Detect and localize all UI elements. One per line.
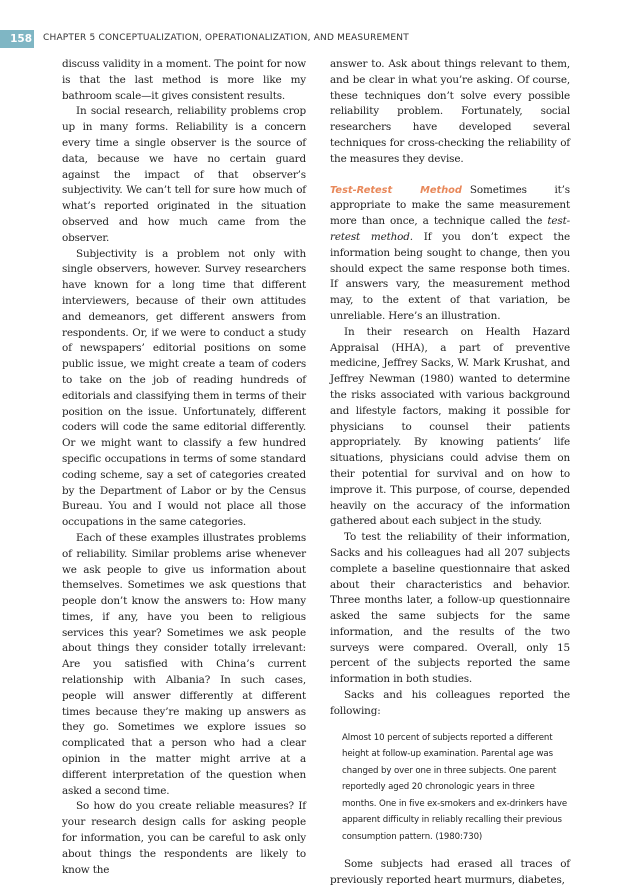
paragraph: answer to. Ask about things relevant to them, and be clear in what you’re asking. Of course, these techniques don’t solve every possible reliability problem. Fortunately, social researchers have developed several techniques for cross-checking the reliability of the measures they devise. (330, 58, 570, 165)
paragraph: Each of these examples illustrates problems of reliability. Similar problems arise whenever we ask people to give us information about themselves. Sometimes we ask questions that people don’t know the answers to: How many times, if any, have you been to religious services this year? Sometimes we ask people about things they consider totally irrelevant: Are you satisfied with China’s current relationship with Albania? In such cases, people will answer differently at different times because they’re making up answers as they go. Sometimes we explore issues so complicated that a person who had a clear opinion in the matter might arrive at a different interpretation of the question when asked a second time. (62, 531, 306, 797)
paragraph: So how do you create reliable measures? If your research design calls for asking people for information, you can be careful to ask only about things the respondents are likely to know the (62, 800, 306, 876)
term-test-retest: test-retest method. (330, 215, 570, 243)
left-column (62, 57, 306, 878)
block-quote: Almost 10 percent of subjects reported a different height at follow-up examination. Parental age was changed by over one in three subjects. One parent reportedly aged 20 chronologic years in three months. One in five ex-smokers and ex-drinkers have apparent difficulty in reliably recalling their previous consumption pattern. (1980:730) (342, 732, 568, 842)
running-head: CHAPTER 5 CONCEPTUALIZATION, OPERATIONALIZATION, AND MEASUREMENT (43, 33, 409, 43)
text-run: If you don’t expect the information being sought to change, then you should expect the same response both times. If answers vary, the measurement method may, to the extent of that variation, be unreliable. Here’s an illustration. (330, 230, 570, 322)
paragraph: discuss validity in a moment. The point for now is that the last method is more like my bathroom scale—it gives consistent results. (62, 58, 306, 102)
text-run: Sometimes it’s appropriate to make the same measurement more than once, a technique called the (330, 183, 570, 228)
paragraph: Some subjects had erased all traces of previously reported heart murmurs, diabetes, (330, 858, 570, 886)
paragraph: In social research, reliability problems crop up in many forms. Reliability is a concern every time a single observer is the source of data, because we have no certain guard against the impact of that observer’s subjectivity. We can’t tell for sure how much of what’s reported originated in the situation observed and how much came from the observer. (62, 105, 306, 244)
paragraph: Sacks and his colleagues reported the following: (330, 689, 570, 717)
page-number: 158 (0, 30, 34, 48)
section-label: Test-Retest Method (330, 184, 462, 196)
test-retest-paragraph (330, 183, 570, 325)
section-gap (330, 168, 570, 183)
right-column (330, 57, 570, 889)
paragraph: In their research on Health Hazard Appraisal (HHA), a part of preventive medicine, Jeffrey Sacks, W. Mark Krushat, and Jeffrey Newman (1980) wanted to determine the risks associated with various background and lifestyle factors, making it possible for physicians to counsel their patients appropriately. By knowing patients’ life situations, physicians could advise them on their potential for survival and on how to improve it. This purpose, of course, depended heavily on the accuracy of the information gathered about each subject in the study. (330, 325, 570, 528)
paragraph: To test the reliability of their information, Sacks and his colleagues had all 207 subjects complete a baseline questionnaire that asked about their characteristics and behavior. Three months later, a follow-up questionnaire asked the same subjects for the same information, and the results of the two surveys were compared. Overall, only 15 percent of the subjects reported the same information in both studies. (330, 531, 570, 686)
paragraph: Subjectivity is a problem not only with single observers, however. Survey researchers have known for a long time that different interviewers, because of their own attitudes and demeanors, get different answers from respondents. Or, if we were to conduct a study of newspapers’ editorial positions on some public issue, we might create a team of coders to take on the job of reading hundreds of editorials and classifying them in terms of their position on the issue. Unfortunately, different coders will code the same editorial differently. Or we might want to classify a few hundred specific occupations in terms of some standard coding scheme, say a set of categories created by the Department of Labor or by the Census Bureau. You and I would not place all those occupations in the same categories. (62, 247, 306, 529)
